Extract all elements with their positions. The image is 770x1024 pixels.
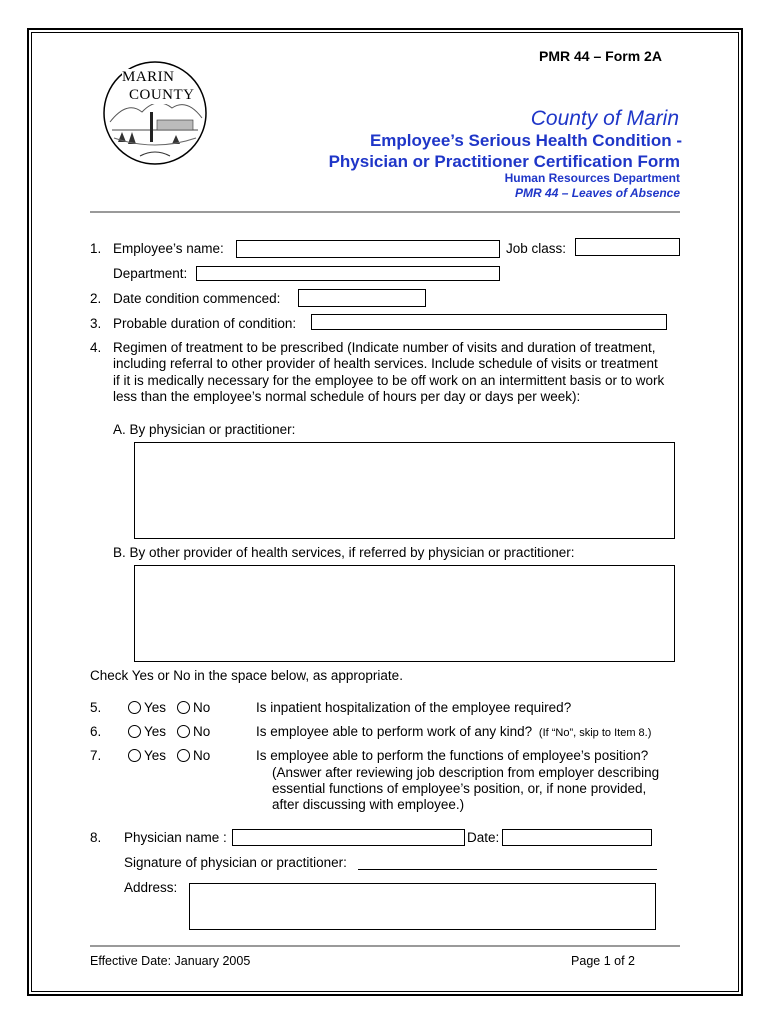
q7-continuation-3: after discussing with employee.)	[272, 797, 465, 812]
q7-yes-radio[interactable]	[128, 749, 141, 762]
regimen-a-textarea[interactable]	[134, 442, 675, 539]
q7-no-option[interactable]	[177, 748, 210, 763]
form-code: PMR 44 – Form 2A	[539, 48, 662, 64]
q7-yes-label: Yes	[144, 748, 167, 763]
q6-yes-option[interactable]	[128, 724, 166, 739]
address-field[interactable]	[189, 883, 656, 930]
q6-question: Is employee able to perform work of any kind?	[256, 724, 533, 739]
regimen-text-line3: if it is medically necessary for the employee to be off work on an intermittent basis or to work	[113, 373, 665, 388]
q5-yes-label: Yes	[144, 700, 167, 715]
q7-yes-option[interactable]	[128, 748, 166, 763]
policy-reference: PMR 44 – Leaves of Absence	[515, 186, 680, 200]
date-commenced-label: Date condition commenced:	[113, 291, 281, 306]
q5-text: Is inpatient hospitalization of the employee required?	[256, 700, 572, 715]
logo-text-county: COUNTY	[129, 87, 195, 103]
q6-yes-radio[interactable]	[128, 725, 141, 738]
signature-label: Signature of physician or practitioner:	[124, 855, 347, 870]
county-seal-logo	[102, 60, 208, 166]
date-label: Date:	[467, 830, 500, 845]
probable-duration-label: Probable duration of condition:	[113, 316, 297, 331]
q7-continuation-1: (Answer after reviewing job description from employer describing	[272, 765, 660, 780]
q5-no-option[interactable]	[177, 700, 210, 715]
item-8-number: 8.	[90, 830, 102, 845]
q6-number: 6.	[90, 724, 102, 739]
item-4-number: 4.	[90, 340, 102, 355]
header-divider	[90, 211, 680, 213]
job-class-label: Job class:	[506, 241, 567, 256]
date-commenced-field[interactable]	[298, 289, 426, 307]
physician-name-label: Physician name :	[124, 830, 227, 845]
probable-duration-field[interactable]	[311, 314, 667, 330]
department-name: Human Resources Department	[504, 171, 680, 185]
employee-name-label: Employee’s name:	[113, 241, 224, 256]
q5-yes-option[interactable]	[128, 700, 166, 715]
effective-date: Effective Date: January 2005	[90, 954, 251, 968]
signature-line[interactable]	[358, 869, 657, 870]
q6-yes-label: Yes	[144, 724, 167, 739]
q5-no-radio[interactable]	[177, 701, 190, 714]
regimen-text-line4: less than the employee’s normal schedule of hours per day or days per week):	[113, 389, 581, 404]
q5-no-label: No	[193, 700, 211, 715]
department-field[interactable]	[196, 266, 500, 281]
q7-text: Is employee able to perform the functions of employee’s position?	[256, 748, 649, 763]
job-class-field[interactable]	[575, 238, 680, 256]
page-number: Page 1 of 2	[571, 954, 635, 968]
q6-no-radio[interactable]	[177, 725, 190, 738]
q7-continuation-2: essential functions of employee’s position, or, if none provided,	[272, 781, 647, 796]
regimen-a-label: A. By physician or practitioner:	[113, 422, 296, 437]
address-label: Address:	[124, 880, 178, 895]
q6-note: (If “No”, skip to Item 8.)	[538, 727, 652, 739]
item-2-number: 2.	[90, 291, 102, 306]
physician-date-field[interactable]	[502, 829, 652, 846]
q6-no-option[interactable]	[177, 724, 210, 739]
q7-no-radio[interactable]	[177, 749, 190, 762]
regimen-text-line2: including referral to other provider of health services. Include schedule of visits or treatment	[113, 356, 658, 371]
check-instruction: Check Yes or No in the space below, as appropriate.	[90, 668, 403, 683]
form-title-line1: Employee’s Serious Health Condition -	[369, 131, 682, 150]
q7-number: 7.	[90, 748, 102, 763]
regimen-text-line1: Regimen of treatment to be prescribed (Indicate number of visits and duration of treatment,	[113, 340, 656, 355]
regimen-b-textarea[interactable]	[134, 565, 675, 662]
q6-text	[256, 724, 651, 739]
county-name: County of Marin	[530, 107, 679, 130]
physician-name-field[interactable]	[232, 829, 465, 846]
item-1-number: 1.	[90, 241, 102, 256]
regimen-b-label: B. By other provider of health services, if referred by physician or practitioner:	[113, 545, 575, 560]
q7-no-label: No	[193, 748, 211, 763]
footer-divider	[90, 945, 680, 947]
q5-yes-radio[interactable]	[128, 701, 141, 714]
employee-name-field[interactable]	[236, 240, 500, 258]
item-3-number: 3.	[90, 316, 102, 331]
form-title-line2: Physician or Practitioner Certification Form	[328, 152, 680, 171]
q6-no-label: No	[193, 724, 211, 739]
logo-text-marin: MARIN	[122, 69, 175, 85]
department-label: Department:	[113, 266, 188, 281]
q5-number: 5.	[90, 700, 102, 715]
